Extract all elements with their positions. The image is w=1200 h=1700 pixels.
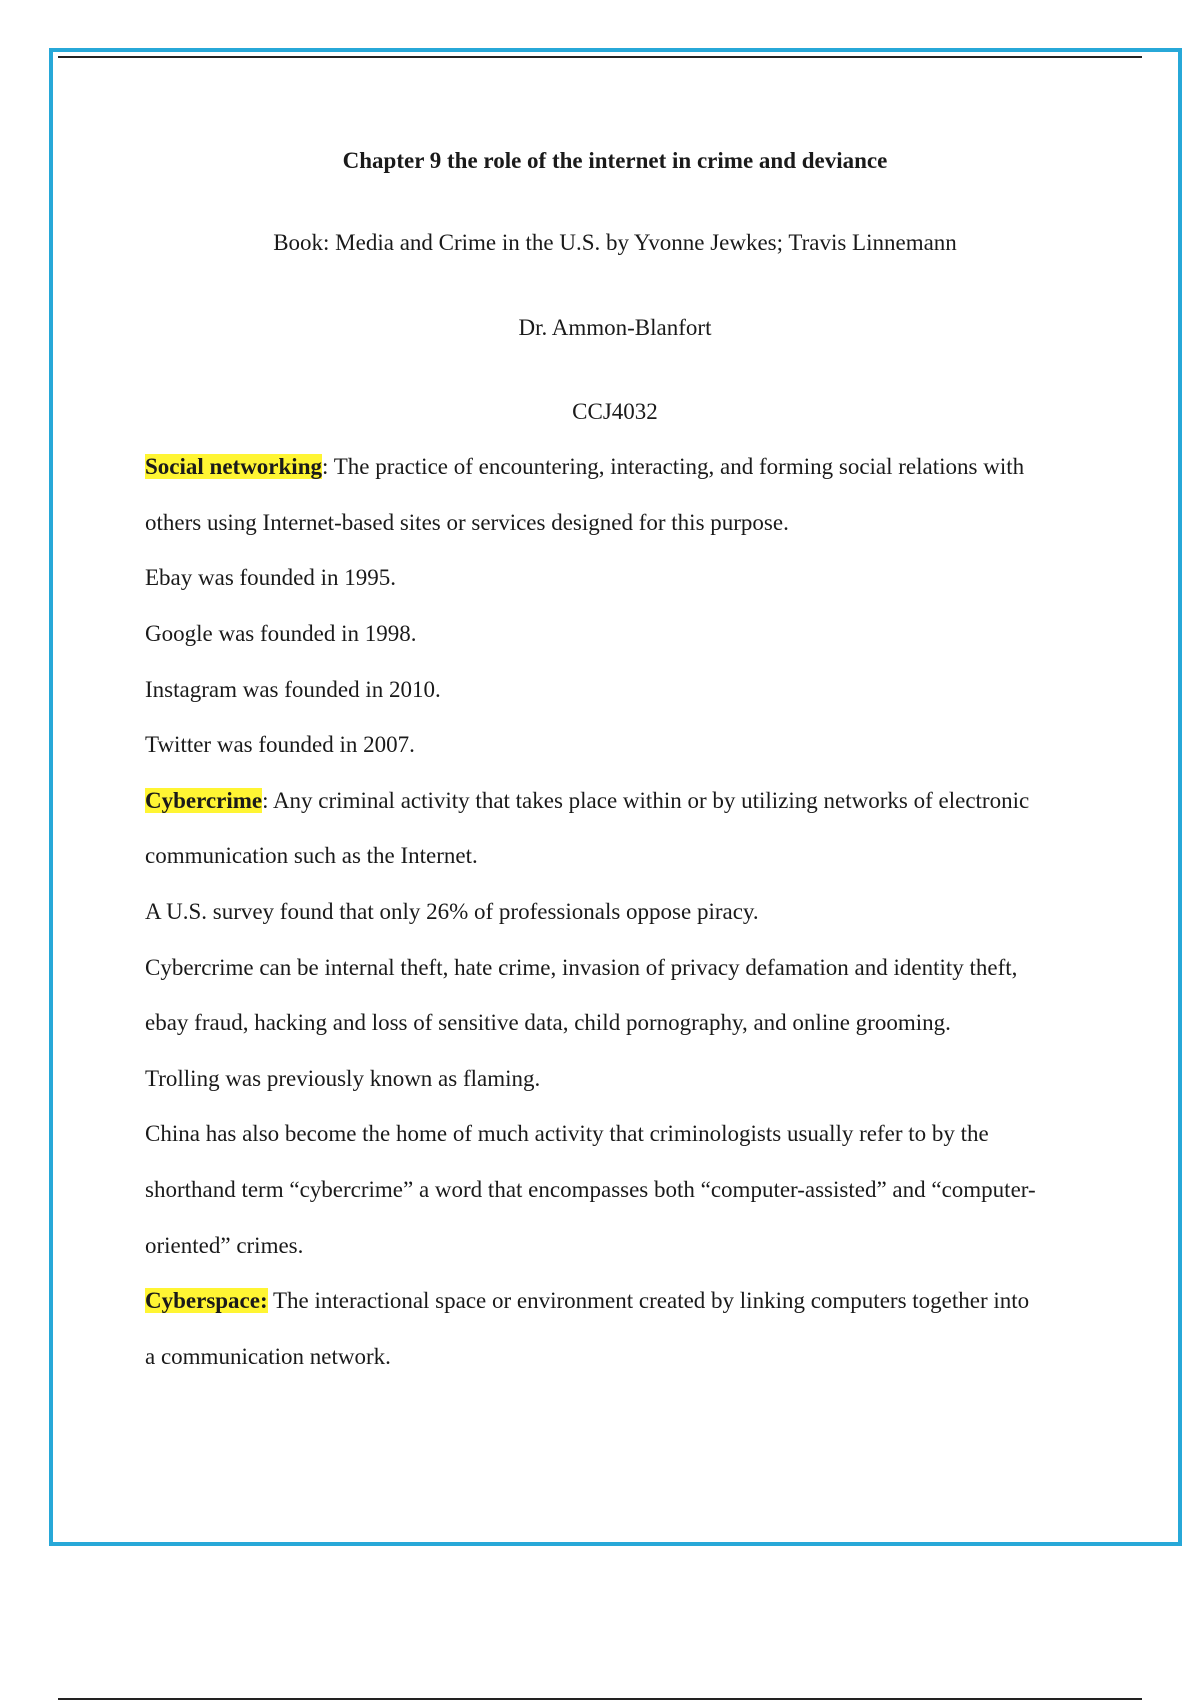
google-fact: Google was founded in 1998. (145, 621, 417, 646)
piracy-survey: A U.S. survey found that only 26% of professionals oppose piracy. (145, 899, 759, 924)
ebay-fact: Ebay was founded in 1995. (145, 565, 397, 590)
social-networking-term: Social networking (145, 454, 322, 479)
social-networking-line-2: others using Internet-based sites or services designed for this purpose. (145, 510, 789, 535)
instagram-fact: Instagram was founded in 2010. (145, 677, 441, 702)
cybercrime-term: Cybercrime (145, 788, 263, 813)
cybercrime-types-line-2: ebay fraud, hacking and loss of sensitive data, child pornography, and online grooming. (145, 1010, 951, 1035)
chapter-title: Chapter 9 the role of the internet in crime and deviance (342, 148, 888, 173)
china-line-1: China has also become the home of much activity that criminologists usually refer to by the (145, 1121, 989, 1146)
professor-name: Dr. Ammon-Blanfort (518, 315, 712, 340)
course-code: CCJ4032 (572, 399, 658, 424)
cybercrime-line-1 (145, 786, 1029, 816)
social-networking-line-1 (145, 452, 1024, 482)
cyberspace-line-2: a communication network. (145, 1344, 391, 1369)
cyberspace-line-1 (145, 1286, 1029, 1316)
cybercrime-definition: : Any criminal activity that takes place within or by utilizing networks of electronic (262, 788, 1030, 813)
cyberspace-definition: The interactional space or environment created by linking computers together into (267, 1288, 1030, 1313)
china-line-2: shorthand term “cybercrime” a word that encompasses both “computer-assisted” and “computer- (145, 1177, 1036, 1202)
social-networking-definition: : The practice of encountering, interacting, and forming social relations with (321, 454, 1025, 479)
cyberspace-term: Cyberspace: (145, 1288, 268, 1313)
cybercrime-types-line-1: Cybercrime can be internal theft, hate crime, invasion of privacy defamation and identity theft, (145, 955, 1018, 980)
china-line-3: oriented” crimes. (145, 1233, 304, 1258)
trolling-fact: Trolling was previously known as flaming. (145, 1066, 541, 1091)
book-reference: Book: Media and Crime in the U.S. by Yvonne Jewkes; Travis Linnemann (273, 230, 957, 255)
cybercrime-line-2: communication such as the Internet. (145, 843, 478, 868)
twitter-fact: Twitter was founded in 2007. (145, 732, 415, 757)
